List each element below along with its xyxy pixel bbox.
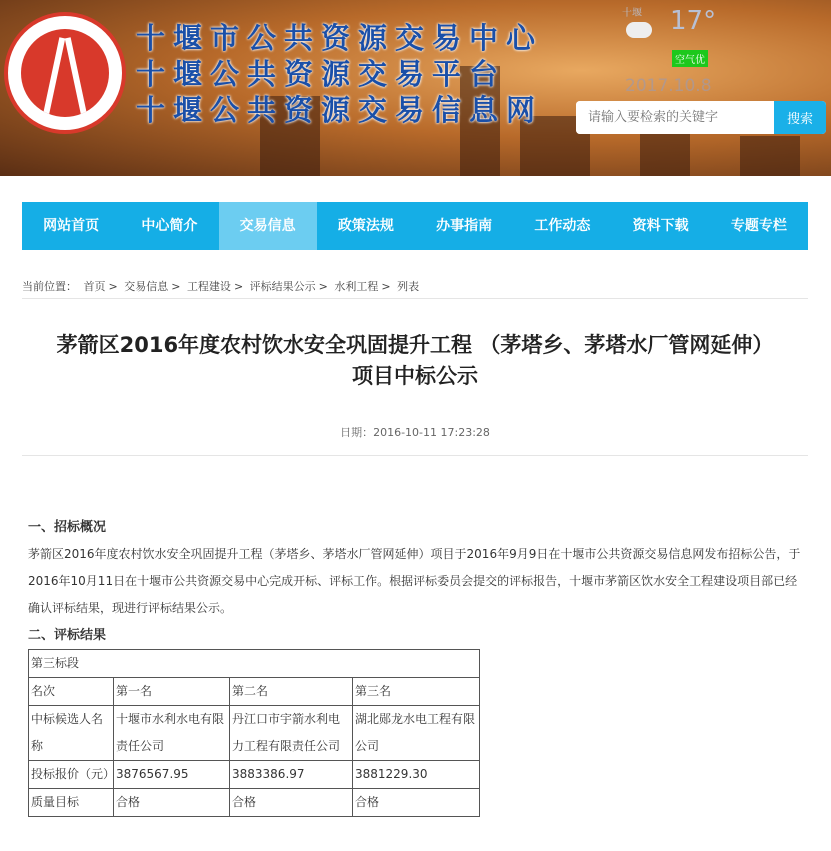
nav-guide[interactable]: 办事指南: [436, 218, 493, 234]
cell: 投标报价（元）: [29, 761, 114, 789]
breadcrumb-sep: >: [233, 280, 244, 293]
nav-news[interactable]: 工作动态: [534, 218, 591, 234]
cell: 质量目标: [29, 789, 114, 817]
cell: 3883386.97: [230, 761, 353, 789]
weather-date: 2017.10.8: [625, 76, 712, 96]
cell: 丹江口市宇箭水利电力工程有限责任公司: [230, 706, 353, 761]
section-heading-2: 二、评标结果: [28, 628, 107, 643]
breadcrumb-trade[interactable]: 交易信息: [124, 280, 169, 293]
nav-home[interactable]: 网站首页: [43, 218, 100, 234]
results-table: [28, 649, 480, 817]
main-nav: [22, 202, 808, 250]
search-button[interactable]: 搜索: [774, 101, 826, 134]
article-date: 日期：2016-10-11 17:23:28: [340, 426, 490, 439]
cell: 第二名: [230, 678, 353, 706]
breadcrumb-sep: >: [171, 280, 181, 293]
cell: 合格: [230, 789, 353, 817]
air-quality-badge: 空气优: [672, 50, 708, 67]
weather-temp: 17°: [670, 6, 717, 36]
search-input[interactable]: [576, 101, 774, 134]
breadcrumb: [22, 278, 808, 299]
nav-downloads[interactable]: 资料下载: [632, 218, 689, 234]
cell: 第一名: [114, 678, 230, 706]
section-heading-1: 一、招标概况: [28, 520, 107, 535]
table-section: 第三标段: [29, 650, 480, 678]
cell: 中标候选人名称: [29, 706, 114, 761]
title-line-1: 茅箭区2016年度农村饮水安全巩固提升工程 （茅塔乡、茅塔水厂管网延伸）: [56, 333, 774, 357]
nav-policy[interactable]: 政策法规: [337, 218, 394, 234]
breadcrumb-list[interactable]: 列表: [397, 280, 420, 293]
header-title-2: 十堰公共资源交易平台: [136, 57, 507, 91]
breadcrumb-water[interactable]: 水利工程: [334, 280, 379, 293]
nav-trade-info[interactable]: 交易信息: [219, 202, 317, 250]
title-line-2: 项目中标公示: [352, 364, 478, 388]
table-row: [29, 678, 480, 706]
breadcrumb-home[interactable]: 首页: [83, 280, 106, 293]
weather-city: 十堰: [622, 8, 642, 19]
rain-cloud-icon: [626, 22, 652, 38]
overview-paragraph: 茅箭区2016年度农村饮水安全巩固提升工程（茅塔乡、茅塔水厂管网延伸）项目于2016年9月9日在十堰市公共资源交易信息网发布招标公告，于2016年10月11日在十堰市公共资源交易中心完成开标、评标工作。根据评标委员会提交的评标报告，十堰市茅箭区饮水安全工程建设项目部已经确认评标结果，现进行评标结果公示。: [28, 547, 801, 615]
breadcrumb-results[interactable]: 评标结果公示: [249, 280, 316, 293]
cell: 第三名: [353, 678, 480, 706]
nav-topics[interactable]: 专题专栏: [730, 218, 787, 234]
cell: 合格: [114, 789, 230, 817]
cell: 3881229.30: [353, 761, 480, 789]
breadcrumb-sep: >: [381, 280, 391, 293]
site-header: [0, 0, 831, 176]
header-title-1: 十堰市公共资源交易中心: [136, 21, 544, 55]
breadcrumb-label: 当前位置：: [22, 280, 77, 293]
cell: 湖北郧龙水电工程有限公司: [353, 706, 480, 761]
article-body: [28, 514, 808, 817]
cell: 名次: [29, 678, 114, 706]
cell: 3876567.95: [114, 761, 230, 789]
table-row: [29, 706, 480, 761]
breadcrumb-sep: >: [108, 280, 118, 293]
article-title: [22, 330, 808, 392]
cell: 十堰市水利水电有限责任公司: [114, 706, 230, 761]
nav-about[interactable]: 中心简介: [141, 218, 198, 234]
table-row: [29, 761, 480, 789]
search-box: [576, 101, 826, 134]
table-row: [29, 789, 480, 817]
header-title-3: 十堰公共资源交易信息网: [136, 93, 544, 127]
divider: [22, 455, 808, 456]
breadcrumb-sep: >: [318, 280, 328, 293]
breadcrumb-engineering[interactable]: 工程建设: [186, 280, 231, 293]
site-logo[interactable]: [4, 12, 126, 134]
cell: 合格: [353, 789, 480, 817]
